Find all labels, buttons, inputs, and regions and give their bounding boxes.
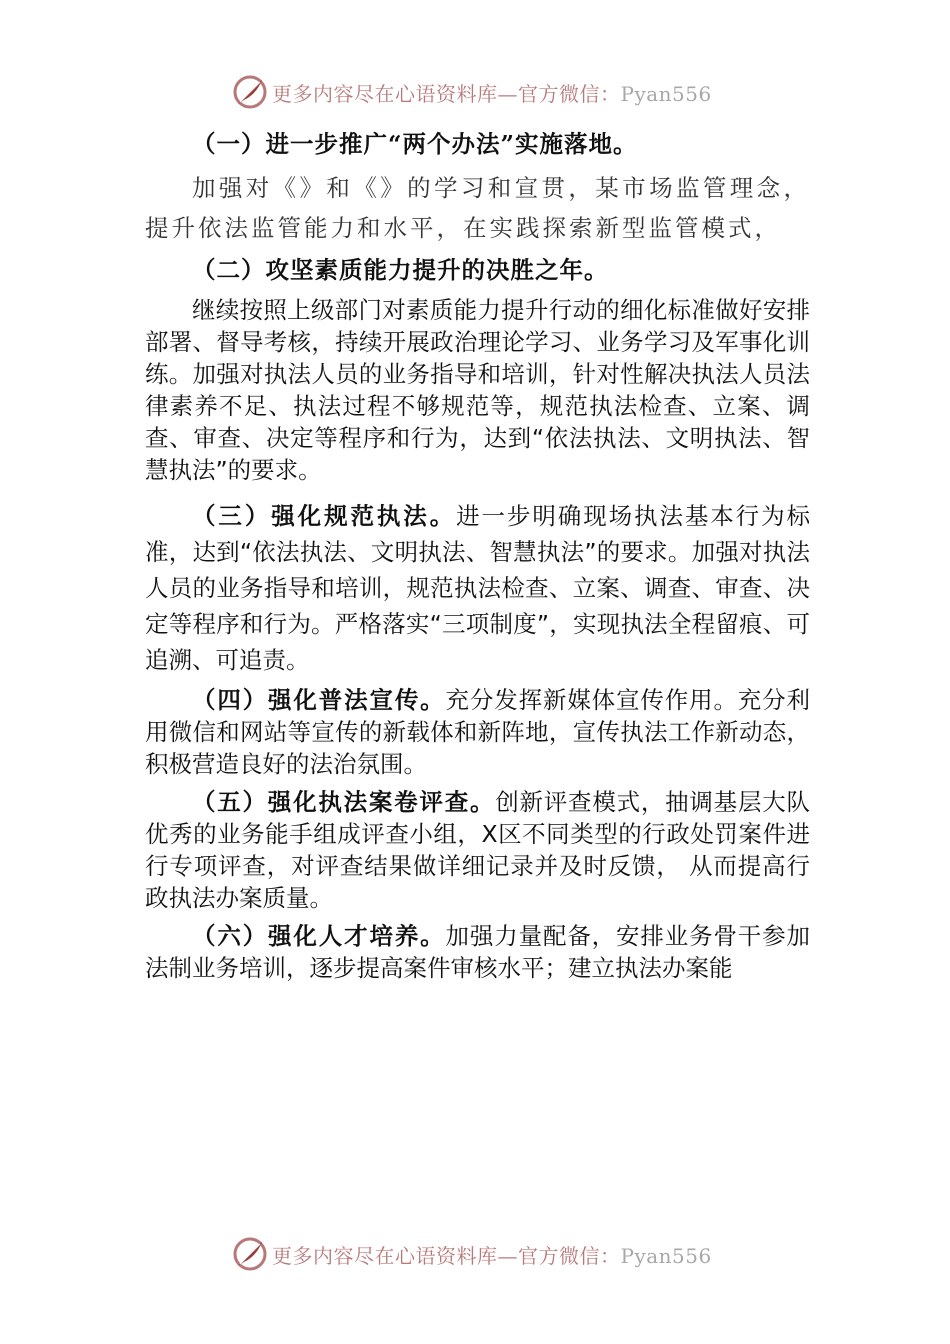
section-1-paragraph — [145, 168, 810, 248]
watermark-dash: — — [497, 81, 518, 106]
section-4-paragraph — [145, 684, 810, 780]
heading-2: （二）攻坚素质能力提升的决胜之年。 — [192, 256, 609, 284]
paragraph-3-text: 进一步明确现场执法基本行为标准，达到“依法执法、文明执法、智慧执法”的要求。加强对执法人员的业务指导和培训，规范执法检查、立案、调查、审查、决定等程序和行为。严格落实“三项制度”，实现执法全程留痕、可追溯、可追责。 — [145, 502, 811, 674]
section-5-paragraph — [145, 786, 810, 914]
document-body — [145, 128, 810, 984]
watermark-text — [272, 1240, 712, 1269]
paragraph-5-text: 创新评查模式，抽调基层大队优秀的业务能手组成评查小组，X区不同类型的行政处罚案件进行专项评查，对评查结果做详细记录并及时反馈， 从而提高行政执法办案质量。 — [145, 788, 810, 912]
section-2-paragraph — [145, 294, 810, 486]
header-watermark — [232, 72, 712, 112]
heading-6: （六）强化人才培养。 — [192, 922, 446, 950]
section-2-heading — [145, 254, 810, 286]
heading-3: （三）强化规范执法。 — [192, 502, 457, 530]
section-6-paragraph — [145, 920, 810, 984]
watermark-text — [272, 78, 712, 107]
watermark-site: 更多内容尽在心语资料库 — [272, 1243, 498, 1268]
paragraph-1-text: 加强对《》和《》的学习和宣贯，某市场监管理念， 提升依法监管能力和水平，在实践探索新型监管模式， — [145, 174, 810, 242]
watermark-wechat-label: 官方微信： — [518, 1243, 621, 1268]
paragraph-6-text: 加强力量配备，安排业务骨干参加法制业务培训，逐步提高案件审核水平；建立执法办案能 — [145, 922, 811, 982]
watermark-site: 更多内容尽在心语资料库 — [272, 81, 498, 106]
watermark-wechat-id: Pyan556 — [620, 1243, 712, 1268]
heading-4: （四）强化普法宣传。 — [192, 686, 446, 714]
footer-watermark — [232, 1234, 712, 1274]
watermark-wechat-label: 官方微信： — [518, 81, 621, 106]
paragraph-2-text: 继续按照上级部门对素质能力提升行动的细化标准做好安排部署、督导考核，持续开展政治理论学习、业务学习及军事化训练。加强对执法人员的业务指导和培训，针对性解决执法人员法律素养不足、执法过程不够规范等，规范执法检查、立案、调查、审查、决定等程序和行为，达到“依法执法、文明执法、智慧执法”的要求。 — [145, 296, 810, 484]
feather-logo-icon — [232, 74, 268, 110]
section-1-heading — [145, 128, 810, 160]
feather-logo-icon — [232, 1236, 268, 1272]
paragraph-4-text: 充分发挥新媒体宣传作用。充分利用微信和网站等宣传的新载体和新阵地，宣传执法工作新动态，积极营造良好的法治氛围。 — [145, 686, 811, 778]
watermark-dash: — — [497, 1243, 518, 1268]
watermark-wechat-id: Pyan556 — [620, 81, 712, 106]
heading-1: （一）进一步推广“两个办法”实施落地。 — [192, 130, 638, 158]
section-3-paragraph — [145, 498, 810, 678]
heading-5: （五）强化执法案卷评查。 — [192, 788, 496, 816]
